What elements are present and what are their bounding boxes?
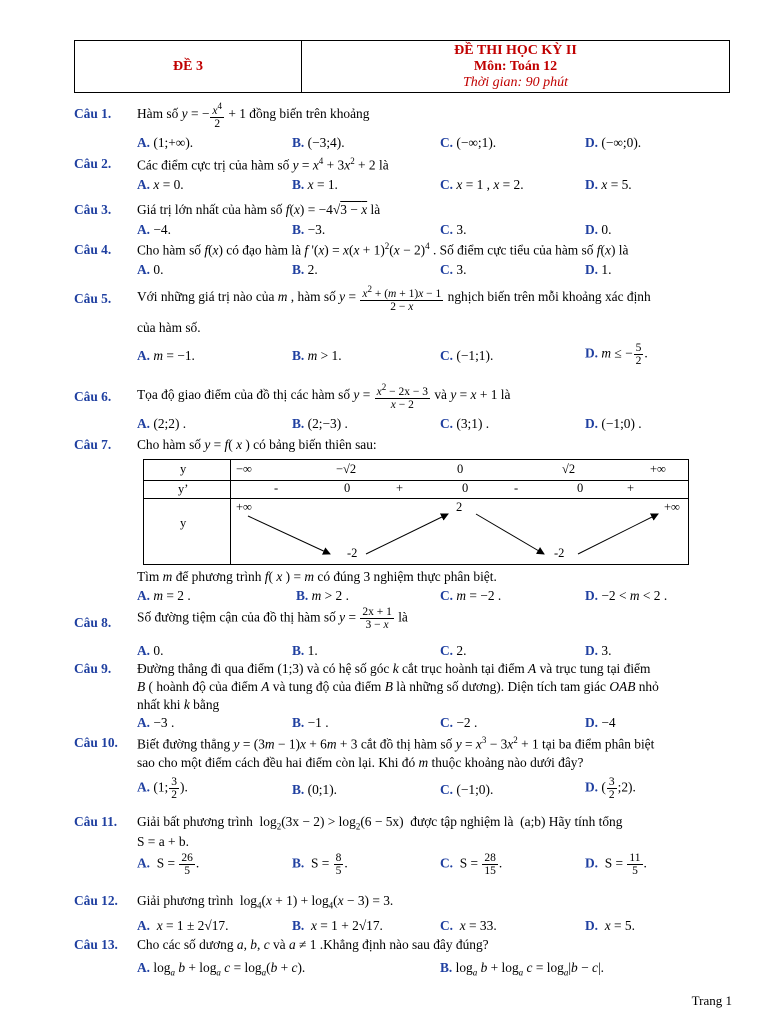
answer-option[interactable]: A. 0.	[137, 643, 164, 658]
answer-option[interactable]: D. (−1;0) .	[585, 416, 642, 431]
table-x-value: 0	[457, 462, 464, 476]
table-derivative-sign: +	[396, 481, 404, 495]
answer-option[interactable]: A. S = $\frac{26}{5}$ .	[137, 852, 200, 877]
exam-code: ĐỀ 3	[173, 58, 203, 74]
table-row-label-derivative: y’	[178, 482, 189, 496]
question-text: Các điểm cực trị của hàm số $y = x^4 + 3x^2 + 2$ là	[137, 156, 389, 173]
table-derivative-sign: -	[514, 481, 519, 495]
exam-code-cell	[75, 41, 302, 92]
answer-option[interactable]: A. (2;2) .	[137, 416, 187, 431]
question-text-continued: S = a + b.	[137, 834, 189, 849]
table-y-value: +∞	[664, 500, 680, 514]
answer-option[interactable]: C. 3.	[440, 262, 467, 277]
answer-option[interactable]: D. S = $\frac{11}{5}$ .	[585, 852, 647, 877]
question-text: Đường thẳng đi qua điểm (1;3) và có hệ số góc k cắt trục hoành tại điểm A và trục tung tại điểm	[137, 661, 651, 676]
question-label: Câu 2.	[74, 156, 112, 171]
table-derivative-sign: 0	[462, 481, 469, 495]
question-label: Câu 8.	[74, 615, 112, 630]
question-label: Câu 13.	[74, 937, 118, 952]
question-subtext: Tìm m để phương trình f( x ) = m có đúng 3 nghiệm thực phân biệt.	[137, 569, 497, 584]
answer-option[interactable]: B. x = 1.	[292, 177, 338, 192]
question-label: Câu 9.	[74, 661, 112, 676]
question-text: Giá trị lớn nhất của hàm số f(x) = −4√3 − x là	[137, 202, 381, 217]
answer-option[interactable]: D. ( $\frac{3}{2}$ ;2).	[585, 776, 636, 801]
exam-header	[74, 40, 730, 93]
answer-option[interactable]: C. x = 1 , x = 2.	[440, 177, 524, 192]
question-label: Câu 10.	[74, 735, 118, 750]
question-text: Giải phương trình $\log_4(x + 1) + \log_4(x - 3) = 3$.	[137, 893, 394, 911]
arrow-increase	[578, 514, 658, 554]
table-derivative-sign: 0	[344, 481, 351, 495]
question-label: Câu 12.	[74, 893, 118, 908]
question-label: Câu 6.	[74, 389, 112, 404]
answer-option[interactable]: B. 1.	[292, 643, 318, 658]
table-derivative-sign: +	[627, 481, 635, 495]
answer-option[interactable]: D. x = 5.	[585, 177, 632, 192]
exam-subject: Môn: Toán 12	[473, 58, 558, 74]
question-label: Câu 11.	[74, 814, 118, 829]
question-text-continued: B ( hoành độ của điểm A và tung độ của điểm B là những số dương). Diện tích tam giác OAB nhỏ	[137, 679, 659, 694]
answer-option[interactable]: B. x = 1 + 2√17.	[292, 918, 383, 933]
question-label: Câu 7.	[74, 437, 112, 452]
exam-info-cell	[302, 41, 729, 92]
table-derivative-sign: -	[274, 481, 279, 495]
question-label: Câu 4.	[74, 242, 112, 257]
answer-option[interactable]: A. x = 1 ± 2√17.	[137, 918, 229, 933]
answer-option[interactable]: C. x = 33.	[440, 918, 497, 933]
answer-option[interactable]: D. m ≤ − $\frac{5}{2}$ .	[585, 342, 648, 367]
answer-option[interactable]: C. m = −2 .	[440, 588, 502, 603]
answer-option[interactable]: A. −4.	[137, 222, 171, 237]
table-x-value: −√2	[336, 462, 357, 476]
page-number: Trang 1	[691, 993, 732, 1008]
answer-option[interactable]: D. (−∞;0).	[585, 135, 642, 150]
answer-option[interactable]: B. −3.	[292, 222, 326, 237]
answer-option[interactable]: B. m > 2 .	[296, 588, 349, 603]
answer-option[interactable]: D. x = 5.	[585, 918, 635, 933]
answer-option[interactable]: C. −2 .	[440, 715, 478, 730]
answer-option[interactable]: C. (−1;1).	[440, 348, 494, 363]
table-y-value: 2	[456, 500, 463, 514]
answer-option[interactable]: C. (−1;0).	[440, 782, 494, 797]
answer-option[interactable]: B. (0;1).	[292, 782, 338, 797]
answer-option[interactable]: A. (1;+∞).	[137, 135, 194, 150]
answer-option[interactable]: C. 3.	[440, 222, 467, 237]
table-x-value: √2	[562, 462, 576, 476]
answer-option[interactable]: A. m = −1.	[137, 348, 195, 363]
answer-option[interactable]: D. 1.	[585, 262, 612, 277]
answer-option[interactable]: A. −3 .	[137, 715, 175, 730]
question-text: Biết đường thẳng y = (3m − 1)x + 6m + 3 cắt đồ thị hàm số $y = x^3 - 3x^2 + 1$ tại ba điểm phân biệt	[137, 735, 655, 752]
exam-title: ĐỀ THI HỌC KỲ II	[454, 42, 577, 58]
answer-option[interactable]: B. m > 1.	[292, 348, 342, 363]
answer-option[interactable]: B. $\log_a b + \log_a c = \log_a|b - c|$.	[440, 960, 604, 978]
answer-option[interactable]: C. (−∞;1).	[440, 135, 497, 150]
answer-option[interactable]: A. 0.	[137, 262, 164, 277]
variation-arrows	[144, 460, 688, 564]
exam-time: Thời gian: 90 phút	[462, 74, 569, 90]
answer-option[interactable]: D. 3.	[585, 643, 612, 658]
question-text: Cho hàm số f(x) có đạo hàm là f '$(x) = x(x + 1)^2(x - 2)^4$ . Số điểm cực tiểu của hàm số f(x) là	[137, 241, 629, 258]
table-y-value: -2	[554, 546, 565, 560]
answer-option[interactable]: B. (2;−3) .	[292, 416, 348, 431]
table-derivative-sign: 0	[577, 481, 584, 495]
answer-option[interactable]: D. 0.	[585, 222, 612, 237]
question-text: Hàm số y = − $\frac{x^4}{2}$ + 1 đồng biến trên khoảng	[137, 101, 370, 130]
question-text: Giải bất phương trình $\log_2(3x - 2) > \log_2(6 - 5x)$ được tập nghiệm là (a;b) Hãy tính tổng	[137, 814, 623, 832]
variation-table	[143, 459, 689, 565]
question-text-continued: nhất khi k bằng	[137, 697, 220, 712]
question-text: Số đường tiệm cận của đồ thị hàm số y = $\frac{2x + 1}{3 - x}$ là	[137, 606, 408, 631]
table-row-label-x: y	[180, 462, 187, 476]
question-text-continued: của hàm số.	[137, 320, 201, 335]
answer-option[interactable]: B. (−3;4).	[292, 135, 345, 150]
answer-option[interactable]: B. 2.	[292, 262, 318, 277]
question-text: Với những giá trị nào của m , hàm số y = $\frac{x^2 + (m + 1)x - 1}{2 - x}$ nghịch biến trên mỗi khoảng xác định	[137, 284, 651, 313]
answer-option[interactable]: A. x = 0.	[137, 177, 184, 192]
question-text: Cho các số dương a, b, c và a ≠ 1 .Khẳng định nào sau đây đúng?	[137, 937, 489, 952]
question-label: Câu 3.	[74, 202, 112, 217]
answer-option[interactable]: D. −2 < m < 2 .	[585, 588, 668, 603]
arrow-decrease	[248, 516, 330, 554]
answer-option[interactable]: C. S = $\frac{28}{15}$ .	[440, 852, 503, 877]
table-x-value: +∞	[650, 462, 666, 476]
answer-option[interactable]: A. m = 2 .	[137, 588, 191, 603]
answer-option[interactable]: D. −4	[585, 715, 616, 730]
table-row-label-y: y	[180, 516, 187, 530]
question-label: Câu 5.	[74, 291, 112, 306]
question-label: Câu 1.	[74, 106, 112, 121]
question-text: Cho hàm số y = f( x ) có bảng biến thiên sau:	[137, 437, 377, 452]
table-y-value: +∞	[236, 500, 252, 514]
arrow-increase	[366, 514, 448, 554]
answer-option[interactable]: B. S = $\frac{8}{5}$ .	[292, 852, 348, 877]
answer-option[interactable]: A. $\log_a b + \log_a c = \log_a(b + c)$.	[137, 960, 306, 978]
answer-option[interactable]: B. −1 .	[292, 715, 329, 730]
table-x-value: −∞	[236, 462, 252, 476]
question-text-continued: sao cho một điểm cách đều hai điểm còn lại. Khi đó m thuộc khoảng nào dưới đây?	[137, 755, 584, 770]
question-text: Tọa độ giao điểm của đồ thị các hàm số y = $\frac{x^2 - 2x - 3}{x - 2}$ và y = x + 1 là	[137, 382, 511, 411]
answer-option[interactable]: C. (3;1) .	[440, 416, 490, 431]
arrow-decrease	[476, 514, 544, 554]
answer-option[interactable]: A. (1; $\frac{3}{2}$ ).	[137, 776, 188, 801]
table-y-value: -2	[347, 546, 358, 560]
answer-option[interactable]: C. 2.	[440, 643, 467, 658]
